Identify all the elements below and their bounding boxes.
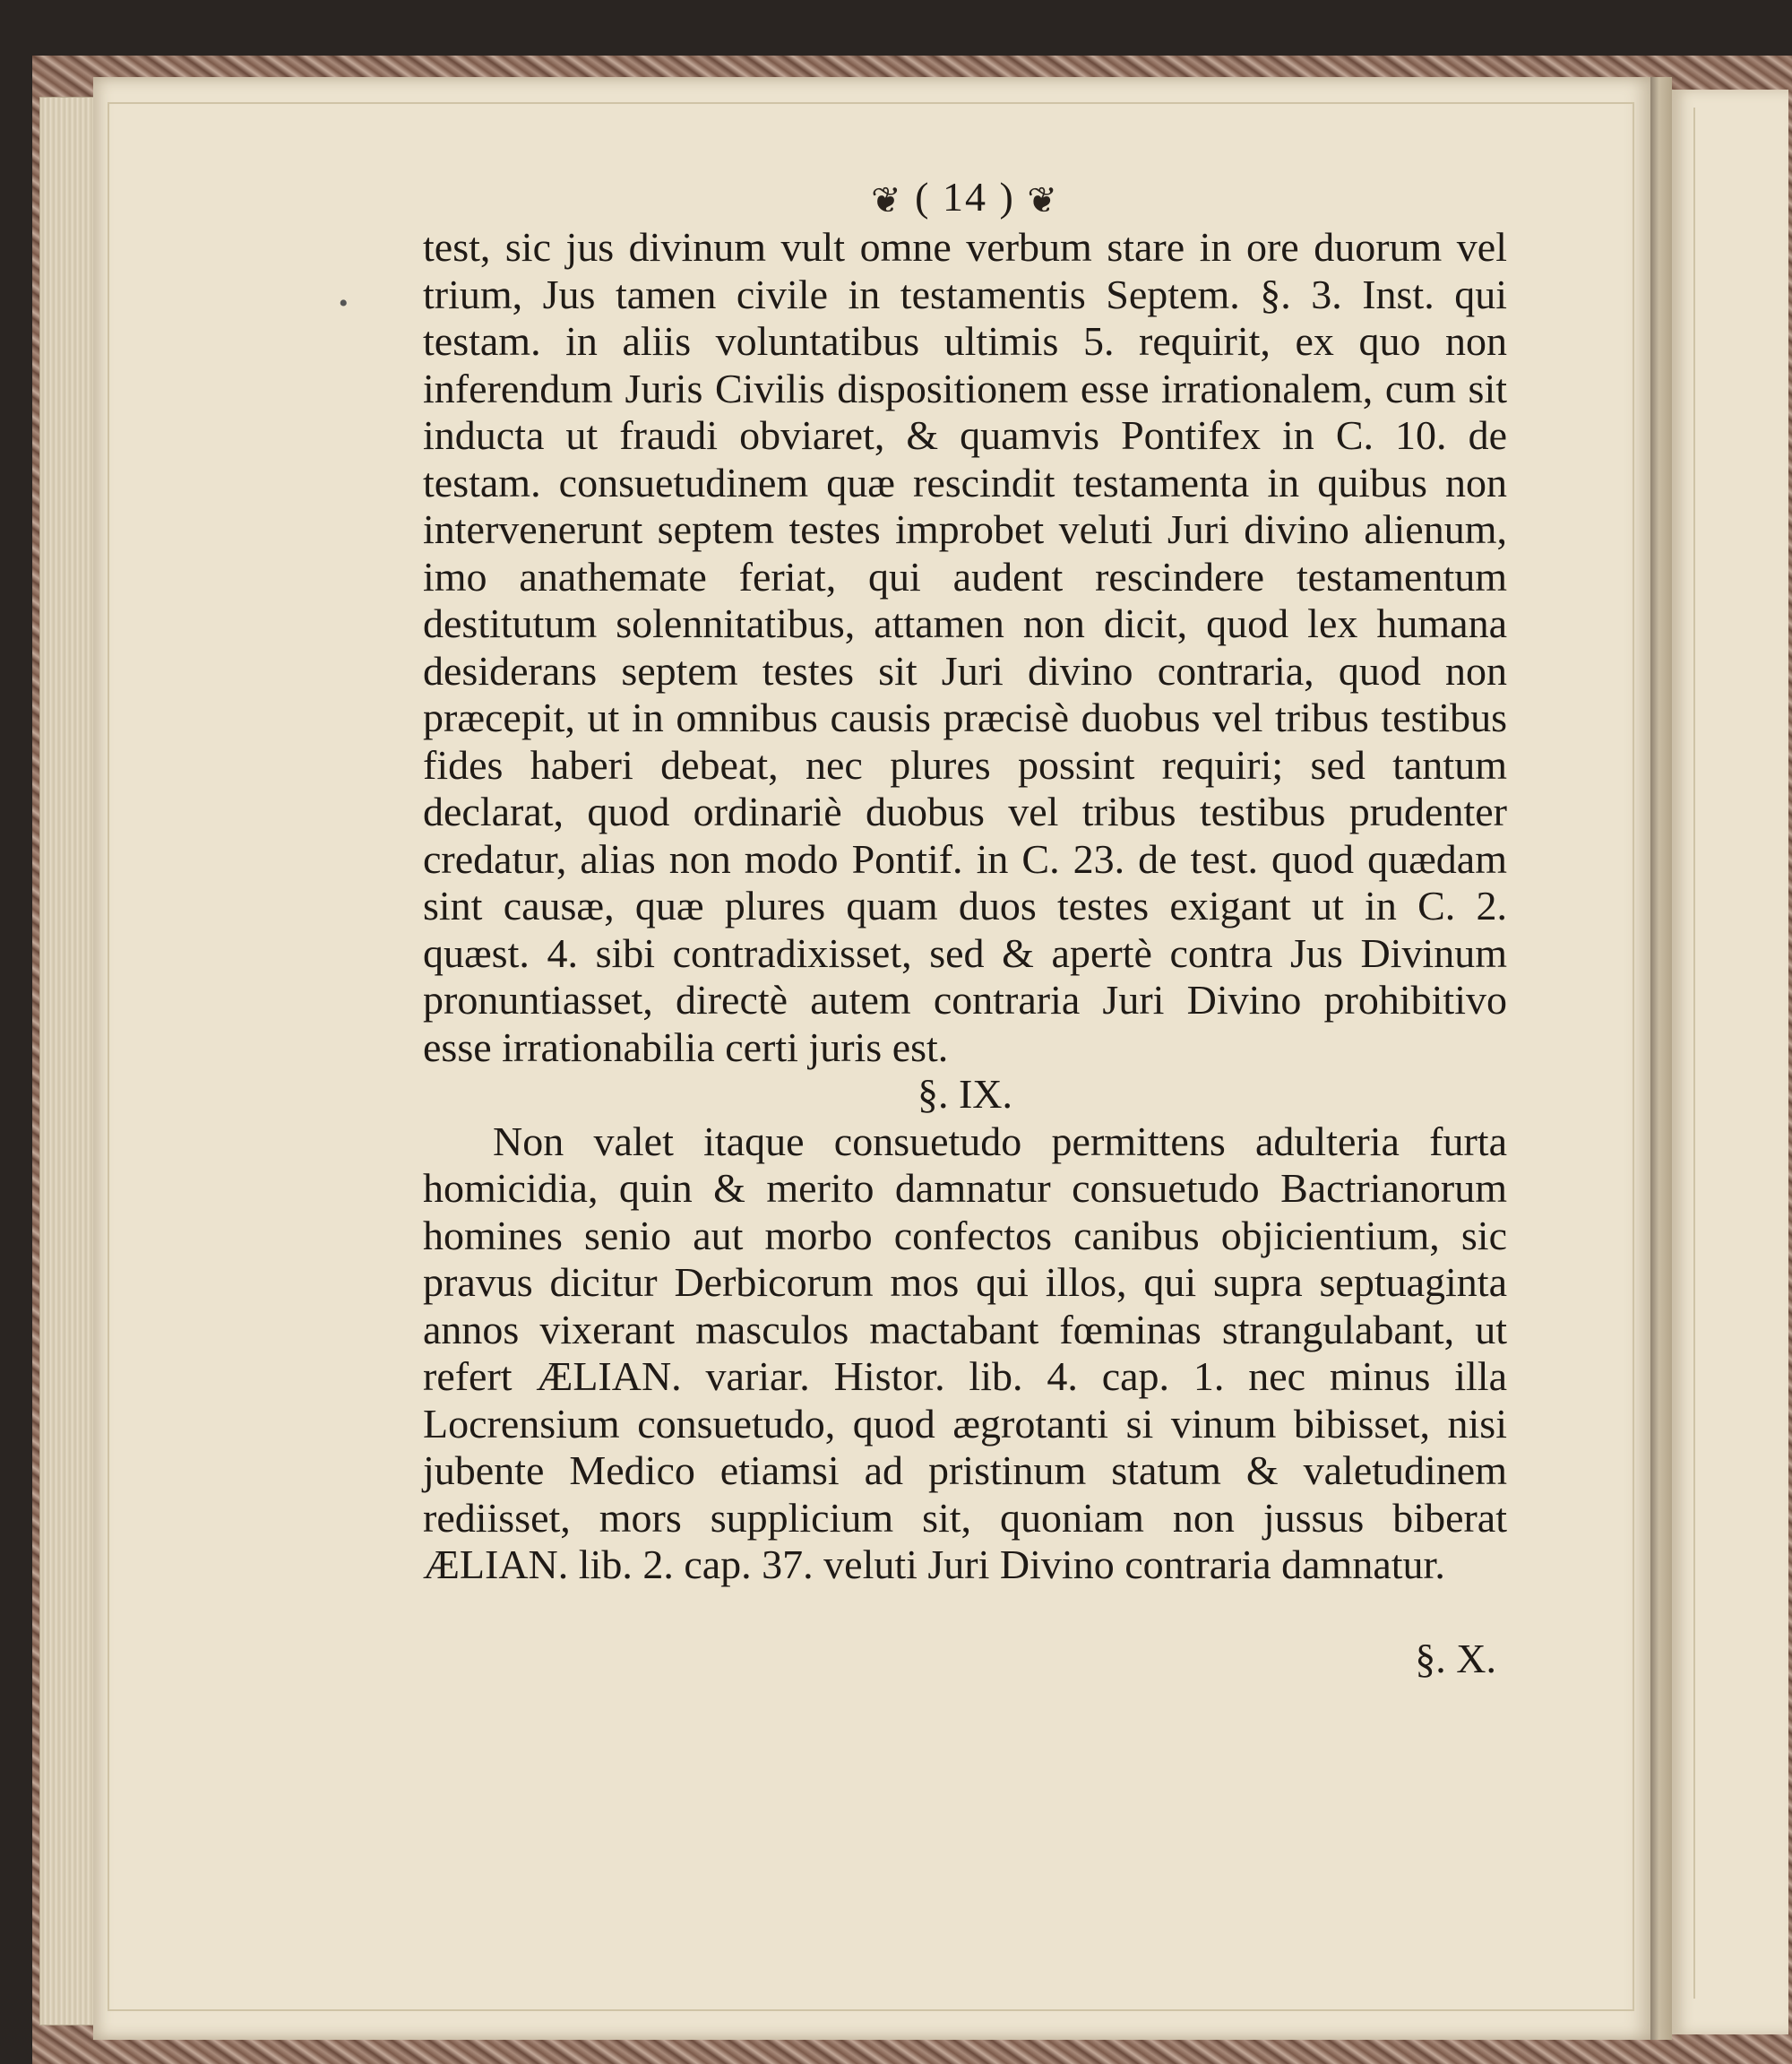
margin-mark: • — [339, 289, 349, 318]
header-ornament-left-icon: ❦ — [871, 180, 903, 221]
section-heading: §. IX. — [917, 1071, 1013, 1117]
book-gutter — [1650, 77, 1672, 2040]
page-text-block — [423, 170, 1507, 1682]
page-number: ( 14 ) — [915, 174, 1015, 220]
paragraph-continued: test, sic jus divinum vult omne verbum stare in ore duorum vel trium, Jus tamen civile in testamentis Septem. §. 3. Inst. qui testam. in aliis voluntatibus ultimis 5. requirit, ex quo non inferendum Juris Civilis dispositionem esse irrationalem, cum sit inducta ut fraudi obviaret, & quamvis Pontifex in C. 10. de testam. consuetudinem quæ rescindit testamenta in quibus non intervenerunt septem testes improbet veluti Juri divino alienum, imo anathemate feriat, qui audent rescindere testamentum destitutum solennitatibus, attamen non dicit, quod lex humana desiderans septem testes sit Juri divino contraria, quod non præcepit, ut in omnibus causis præcisè duobus vel tribus testibus fides haberi debeat, nec plures possint requiri; sed tantum declarat, quod ordinariè duobus vel tribus testibus prudenter credatur, alias non modo Pontif. in C. 23. de test. quod quædam sint causæ, quæ plures quam duos testes exigant ut in C. 2. quæst. 4. sibi contradixisset, sed & apertè contra Jus Divinum pronuntiasset, directè autem contraria Juri Divino prohibitivo esse irrationabilia certi juris est. — [423, 224, 1507, 1070]
paragraph-section-9: Non valet itaque consuetudo permittens adulteria furta homicidia, quin & merito damnatur consuetudo Bactrianorum homines senio aut morbo confectos canibus objicientium, sic pravus dicitur Derbicorum mos qui illos, qui supra septuaginta annos vixerant masculos mactabant fœminas strangulabant, ut refert ÆLIAN. variar. Histor. lib. 4. cap. 1. nec minus illa Locrensium consuetudo, quod ægrotanti si vinum bibisset, nisi jubente Medico etiamsi ad pristinum statum & valetudinem rediisset, mors supplicium sit, quoniam non jussus biberat ÆLIAN. lib. 2. cap. 37. veluti Juri Divino contraria damnatur. — [423, 1118, 1507, 1587]
facing-page-edge — [1672, 90, 1788, 2034]
catchword: §. X. — [1415, 1635, 1496, 1681]
running-header — [423, 170, 1507, 224]
header-ornament-right-icon: ❦ — [1027, 180, 1059, 221]
